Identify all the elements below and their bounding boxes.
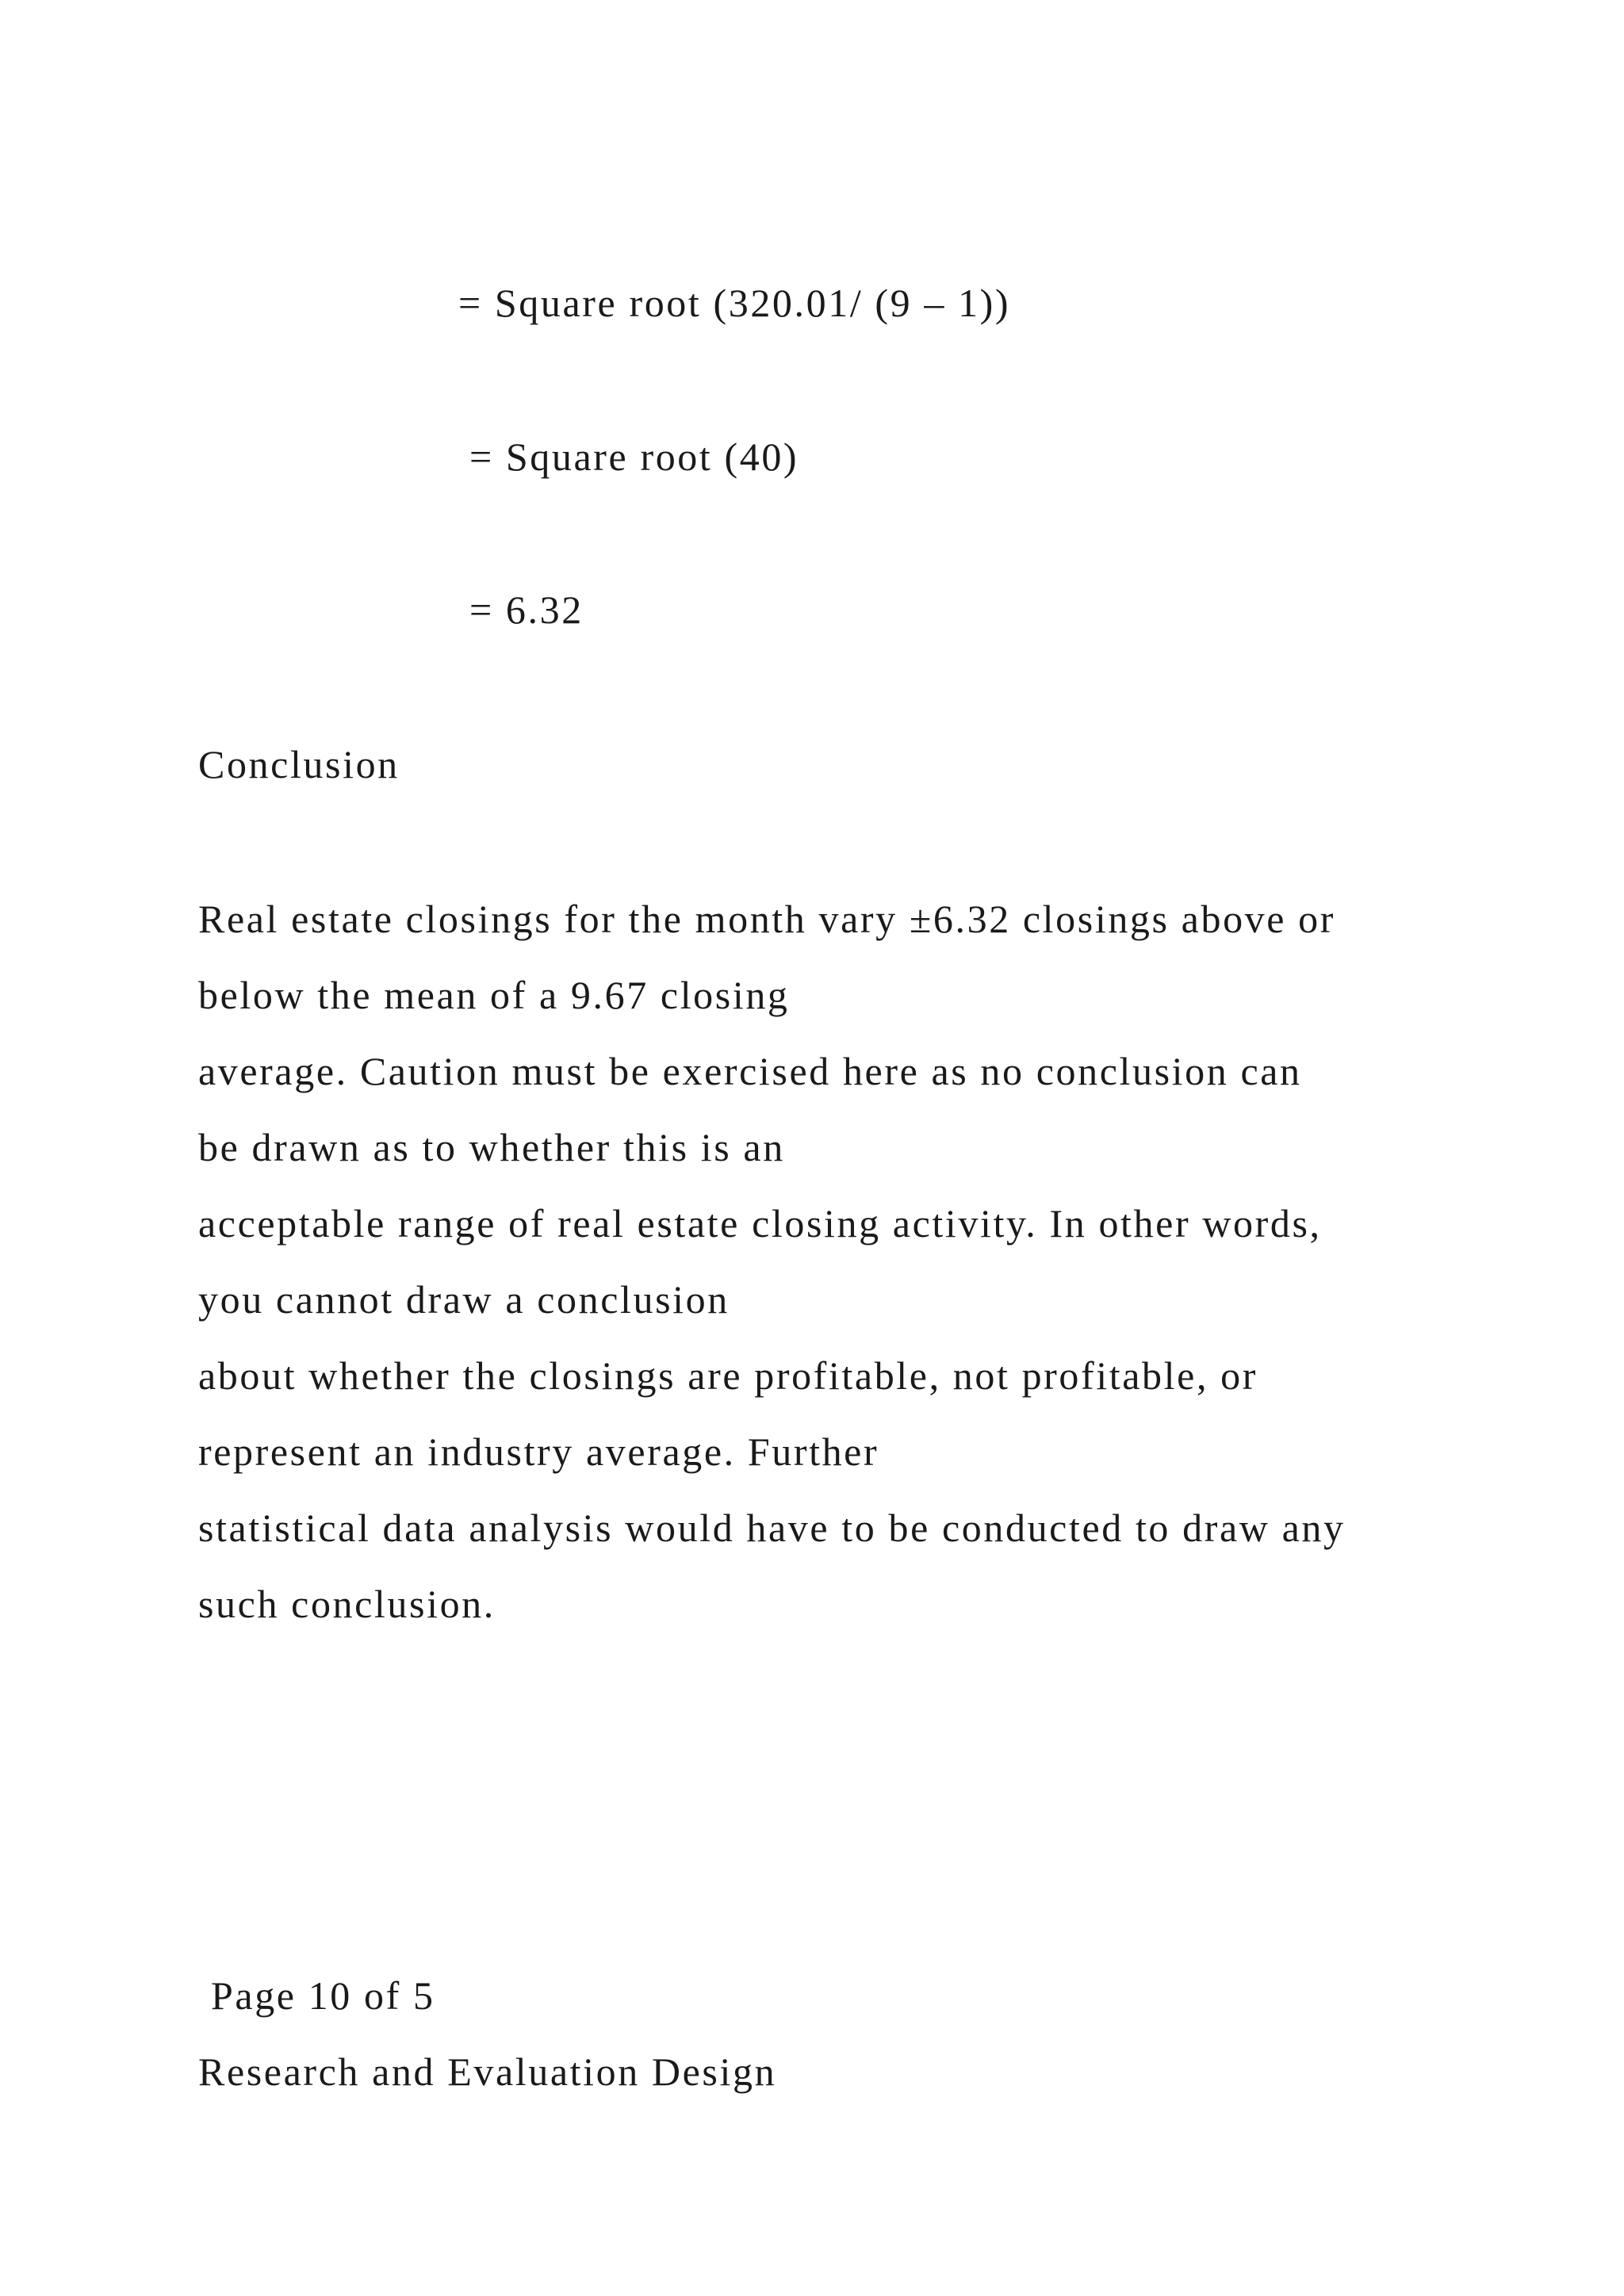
page-number: Page 10 of 5 (211, 1973, 435, 2018)
equation-line-2: = Square root (40) (469, 434, 799, 479)
paragraph-line: acceptable range of real estate closing activity. In other words, (198, 1201, 1322, 1246)
paragraph-line: you cannot draw a conclusion (198, 1277, 730, 1322)
paragraph-line: below the mean of a 9.67 closing (198, 973, 790, 1017)
paragraph-line: average. Caution must be exercised here as no conclusion can (198, 1049, 1302, 1093)
paragraph-line: be drawn as to whether this is an (198, 1125, 785, 1169)
equation-line-3: = 6.32 (469, 587, 584, 632)
running-title: Research and Evaluation Design (198, 2049, 777, 2094)
paragraph-line: such conclusion. (198, 1582, 496, 1626)
paragraph-line: represent an industry average. Further (198, 1429, 879, 1474)
paragraph-line: about whether the closings are profitable, not profitable, or (198, 1353, 1258, 1398)
paragraph-line: statistical data analysis would have to be conducted to draw any (198, 1506, 1346, 1550)
section-heading: Conclusion (198, 742, 400, 786)
equation-line-1: = Square root (320.01/ (9 – 1)) (458, 281, 1011, 325)
paragraph-line: Real estate closings for the month vary ±6.32 closings above or (198, 897, 1336, 941)
